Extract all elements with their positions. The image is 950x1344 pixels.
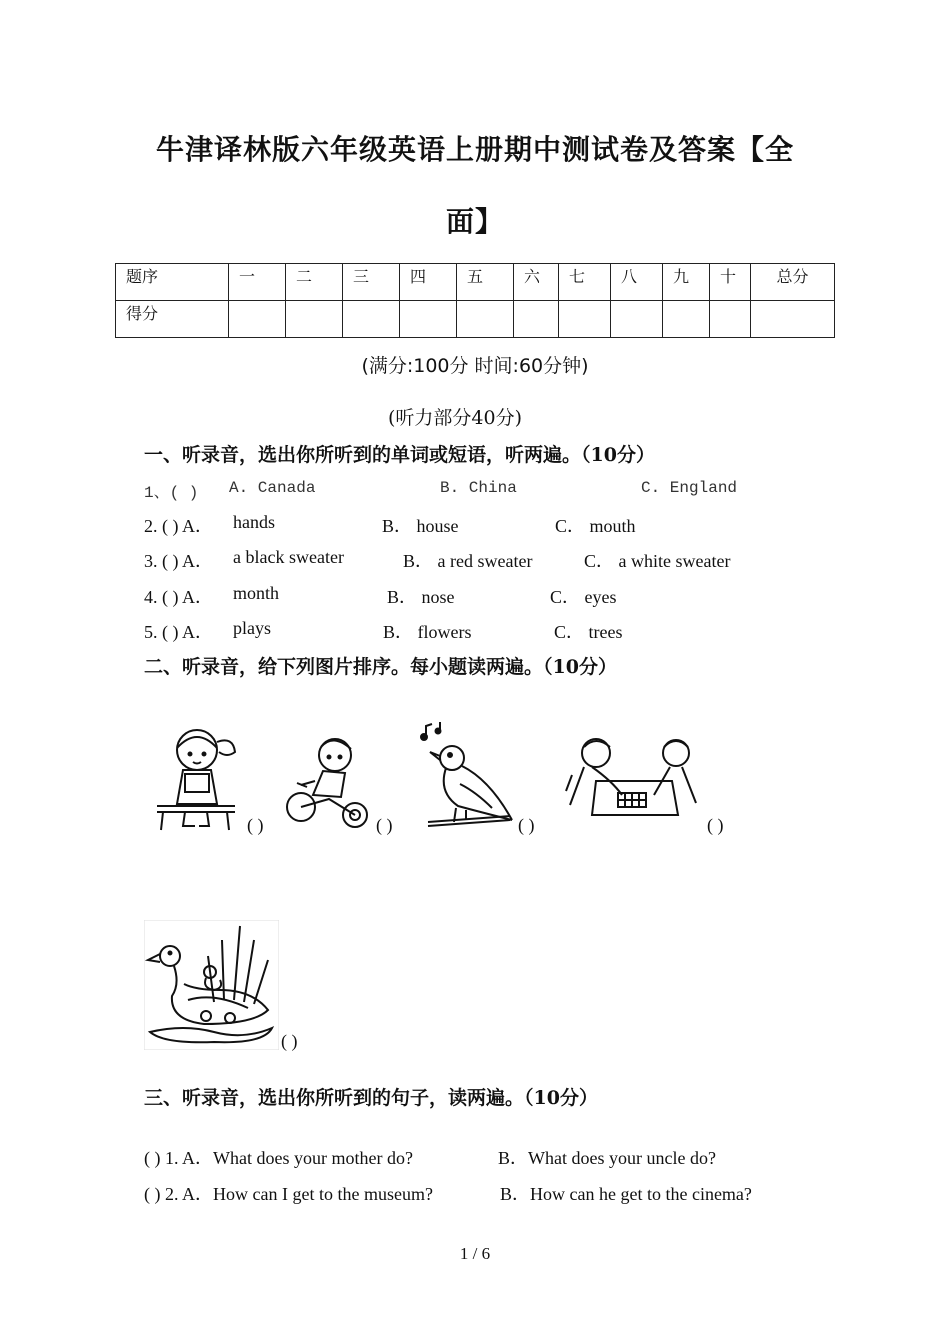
table-cell: 九: [663, 264, 710, 301]
q4-option-b[interactable]: B． nose: [387, 587, 455, 607]
q2-option-c[interactable]: C． mouth: [555, 516, 636, 536]
q5-option-c[interactable]: C． trees: [554, 622, 623, 642]
score-input-cell[interactable]: [400, 301, 457, 338]
section3-heading: 三、听录音，选出你所听到的句子，读两遍。（10分）: [144, 1087, 598, 1109]
score-input-cell[interactable]: [710, 301, 751, 338]
table-cell: 十: [710, 264, 751, 301]
s3-q2-option-a[interactable]: ( ) 2. A．How can I get to the museum?: [144, 1184, 433, 1204]
q1-option-a[interactable]: A. Canada: [229, 479, 316, 497]
q1-option-c[interactable]: C. England: [641, 479, 738, 497]
q3-option-c[interactable]: C． a white sweater: [584, 551, 731, 571]
score-input-cell[interactable]: [286, 301, 343, 338]
score-time-info: (满分:100分 时间:60分钟): [361, 355, 589, 377]
q1-option-b[interactable]: B. China: [440, 479, 517, 497]
score-input-cell[interactable]: [611, 301, 663, 338]
score-input-cell[interactable]: [663, 301, 710, 338]
picture4-answer-blank[interactable]: ( ): [707, 815, 724, 835]
table-cell: 一: [229, 264, 286, 301]
page-title: 牛津译林版六年级英语上册期中测试卷及答案【全: [155, 133, 794, 166]
q2-number: 2. ( ) A．: [144, 516, 213, 536]
q5-number: 5. ( ) A．: [144, 622, 213, 642]
section1-heading: 一、听录音，选出你所听到的单词或短语，听两遍。（10分）: [144, 444, 655, 466]
picture3-answer-blank[interactable]: ( ): [518, 815, 535, 835]
score-table-score-row: [116, 301, 835, 338]
page-number: 1 / 6: [459, 1244, 491, 1263]
table-cell: 二: [286, 264, 343, 301]
s3-q1-option-b[interactable]: B．What does your uncle do?: [498, 1148, 716, 1168]
section2-heading: 二、听录音，给下列图片排序。每小题读两遍。（10分）: [144, 656, 617, 678]
table-cell: 六: [514, 264, 559, 301]
table-cell: 题序: [116, 264, 229, 301]
score-table: [115, 263, 835, 338]
score-input-cell[interactable]: [751, 301, 835, 338]
score-input-cell[interactable]: [343, 301, 400, 338]
q1-number: 1、( ): [144, 484, 199, 502]
table-cell: 七: [559, 264, 611, 301]
boy-tricycle-picture: [283, 735, 373, 830]
q4-number: 4. ( ) A．: [144, 587, 213, 607]
q4-option-c[interactable]: C． eyes: [550, 587, 617, 607]
s3-q1-option-a[interactable]: ( ) 1. A．What does your mother do?: [144, 1148, 413, 1168]
score-table-header-row: [116, 264, 835, 301]
table-cell: 五: [457, 264, 514, 301]
table-cell: 总分: [751, 264, 835, 301]
q2-option-b[interactable]: B． house: [382, 516, 459, 536]
bird-singing-picture: [420, 722, 515, 830]
picture2-answer-blank[interactable]: ( ): [376, 815, 393, 835]
q3-option-a[interactable]: a black sweater: [233, 547, 344, 567]
table-cell: 得分: [116, 301, 229, 338]
score-input-cell[interactable]: [559, 301, 611, 338]
q4-option-a[interactable]: month: [233, 583, 280, 603]
score-input-cell[interactable]: [457, 301, 514, 338]
score-input-cell[interactable]: [229, 301, 286, 338]
duck-ducklings-picture: [144, 920, 279, 1050]
table-cell: 三: [343, 264, 400, 301]
picture5-answer-blank[interactable]: ( ): [281, 1031, 298, 1051]
score-input-cell[interactable]: [514, 301, 559, 338]
children-chess-picture: [562, 735, 702, 825]
table-cell: 四: [400, 264, 457, 301]
q5-option-a[interactable]: plays: [233, 618, 271, 638]
listening-part-label: (听力部分40分): [387, 407, 522, 429]
q5-option-b[interactable]: B． flowers: [383, 622, 472, 642]
picture1-answer-blank[interactable]: ( ): [247, 815, 264, 835]
s3-q2-option-b[interactable]: B．How can he get to the cinema?: [500, 1184, 752, 1204]
q3-option-b[interactable]: B． a red sweater: [403, 551, 533, 571]
table-cell: 八: [611, 264, 663, 301]
girl-reading-picture: [155, 722, 240, 832]
page-title-continued: 面】: [445, 205, 504, 238]
q3-number: 3. ( ) A．: [144, 551, 213, 571]
q2-option-a[interactable]: hands: [233, 512, 275, 532]
